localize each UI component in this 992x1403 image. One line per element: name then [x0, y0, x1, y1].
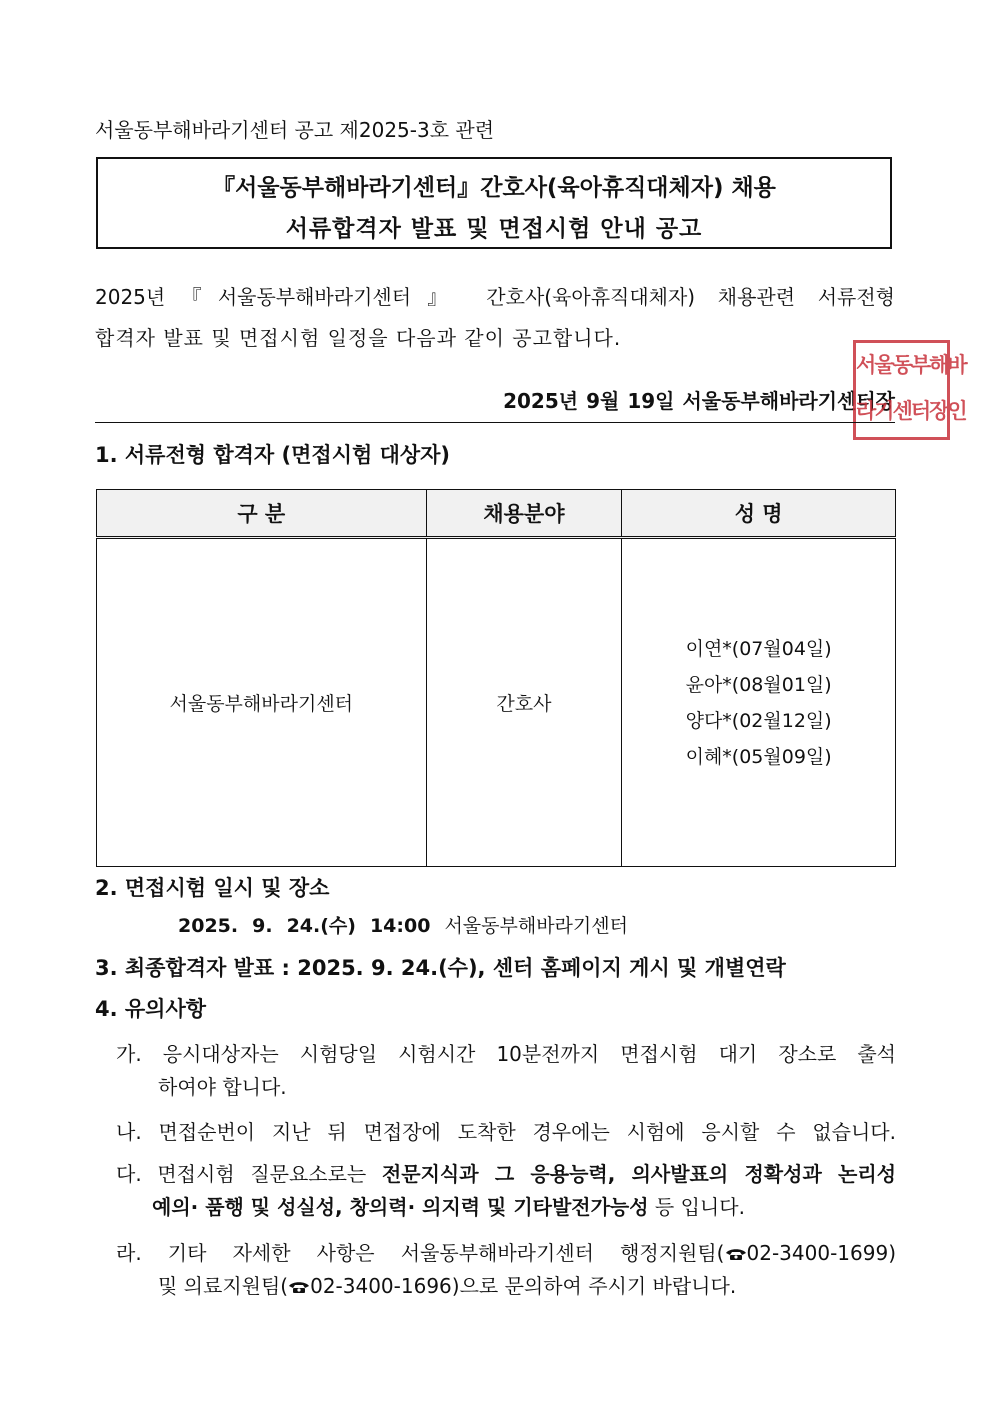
- section-3-heading: 3. 최종합격자 발표 : 2025. 9. 24.(수), 센터 홈페이지 게시 및 개별연락: [95, 956, 786, 980]
- cell-names: [622, 538, 896, 867]
- divider: [95, 422, 895, 423]
- issue-date: [0, 385, 895, 414]
- column-header-field: 채용분야: [426, 490, 622, 538]
- section-1-heading: 1. 서류전형 합격자 (면접시험 대상자): [95, 443, 451, 467]
- issuer: 서울동부해바라기센터장: [682, 389, 895, 413]
- reference-line: 서울동부해바라기센터 공고 제2025-3호 관련: [95, 118, 495, 142]
- telephone-icon: [725, 1247, 747, 1261]
- interview-place: 서울동부해바라기센터: [444, 915, 628, 937]
- telephone-icon: [288, 1280, 310, 1294]
- passer-name: 이혜*(05월09일): [685, 745, 832, 768]
- issue-year: 2025년: [503, 389, 579, 413]
- interview-month: 9.: [252, 915, 273, 937]
- column-header-division: 구 분: [97, 490, 427, 538]
- notice-ga-line-2: 하여야 합니다.: [158, 1075, 287, 1099]
- issue-month: 9월: [586, 389, 620, 413]
- notice-da-suffix: 등 입니다.: [648, 1195, 745, 1219]
- passers-table: [96, 489, 896, 867]
- notice-da-line-1: [116, 1158, 896, 1187]
- interview-schedule: [178, 911, 628, 938]
- notice-da-bold-1: 전문지식과 그 응용능력, 의사발표의 정확성과 논리성: [381, 1162, 897, 1186]
- issue-day: 19일: [627, 389, 675, 413]
- notice-ra-pre-1: 라. 기타 자세한 사항은 서울동부해바라기센터 행정지원팀(: [116, 1241, 725, 1265]
- notice-da-bold-2: 예의· 품행 및 성실성, 창의력· 의지력 및 기타발전가능성: [152, 1195, 649, 1219]
- title-line-1: 『서울동부해바라기센터』간호사(육아휴직대체자) 채용: [212, 175, 776, 201]
- notice-item-ra: [116, 1237, 896, 1299]
- interview-year: 2025.: [178, 915, 239, 937]
- seal-line-1: 서울동부해바: [856, 353, 966, 377]
- notice-ra-pre-2: 및 의료지원팀(: [158, 1274, 289, 1298]
- passer-name: 이연*(07월04일): [685, 637, 832, 660]
- notice-da-line-2: [116, 1191, 896, 1220]
- table-row: [97, 538, 896, 867]
- section-4-heading: 4. 유의사항: [95, 997, 207, 1021]
- notice-ga-line-1: 가. 응시대상자는 시험당일 시험시간 10분전까지 면접시험 대기 장소로 출석: [116, 1042, 896, 1066]
- intro-line-2: 합격자 발표 및 면접시험 일정을 다음과 같이 공고합니다.: [95, 326, 622, 350]
- interview-time: 14:00: [369, 915, 431, 937]
- notice-item-na: [116, 1116, 896, 1145]
- notice-ra-line-2: [116, 1270, 896, 1299]
- column-header-name: 성 명: [622, 490, 896, 538]
- cell-division: 서울동부해바라기센터: [97, 538, 427, 867]
- notice-item-ga: [116, 1038, 896, 1100]
- notice-ra-post-2: )으로 문의하여 주시기 바랍니다.: [451, 1274, 737, 1298]
- section-2-heading: 2. 면접시험 일시 및 장소: [95, 876, 330, 900]
- phone-admin-team: 02-3400-1699: [746, 1241, 889, 1265]
- notice-ra-line-1: [116, 1237, 896, 1266]
- cell-field: 간호사: [426, 538, 622, 867]
- notice-item-da: [116, 1158, 896, 1220]
- phone-medical-team: 02-3400-1696: [310, 1274, 452, 1298]
- official-seal: [853, 340, 966, 440]
- interview-day: 24.(수): [286, 915, 356, 937]
- seal-line-2: 라기센터장인: [856, 399, 966, 423]
- passer-name: 양다*(02월12일): [685, 709, 832, 732]
- title-line-2: 서류합격자 발표 및 면접시험 안내 공고: [285, 216, 703, 242]
- notice-ra-post-1: ): [888, 1241, 896, 1265]
- table-header-row: [97, 490, 896, 538]
- notice-na-line-1: 나. 면접순번이 지난 뒤 면접장에 도착한 경우에는 시험에 응시할 수 없습니다.: [116, 1120, 896, 1144]
- intro-line-1: 2025년『서울동부해바라기센터』 간호사(육아휴직대체자) 채용관련 서류전형: [95, 285, 895, 309]
- notice-da-prefix: 다. 면접시험 질문요소로는: [116, 1162, 382, 1186]
- passer-name: 윤아*(08월01일): [685, 673, 832, 696]
- title-box: [96, 157, 892, 249]
